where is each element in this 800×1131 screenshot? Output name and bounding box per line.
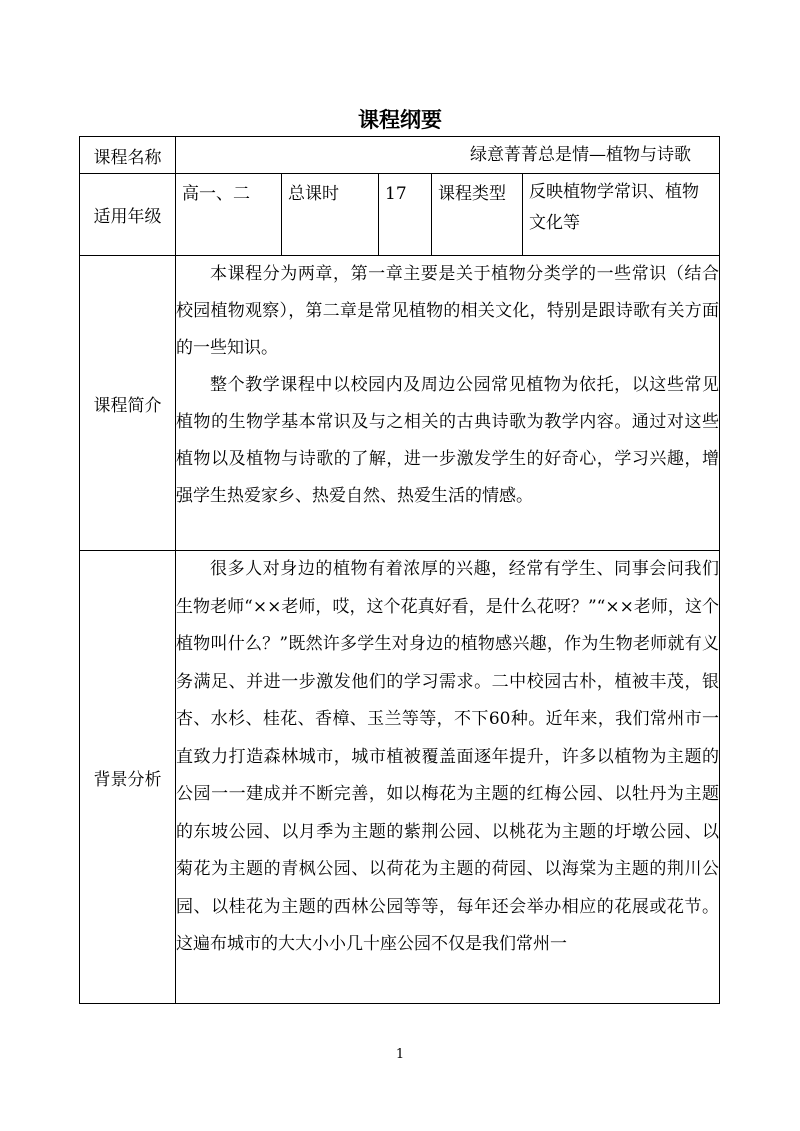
course-outline-table — [79, 136, 720, 1004]
background-row — [80, 551, 720, 1004]
intro-paragraph: 本课程分为两章，第一章主要是关于植物分类学的一些常识（结合校园植物观察），第二章是常见植物的相关文化，特别是跟诗歌有关方面的一些知识。 — [176, 264, 719, 358]
background-paragraph: 很多人对身边的植物有着浓厚的兴趣，经常有学生、同事会问我们生物老师“××老师，哎，这个花真好看，是什么花呀？”“××老师，这个植物叫什么？”既然许多学生对身边的植物感兴趣，作为生物老师就有义务满足、并进一步激发他们的学习需求。二中校园古朴，植被丰茂，银杏、水杉、桂花、香樟、玉兰等等，不下60种。近年来，我们常州市一直致力打造森林城市，城市植被覆盖面逐年提升，许多以植物为主题的公园一一建成并不断完善，如以梅花为主题的红梅公园、以牡丹为主题的东坡公园、以月季为主题的紫荆公园、以桃花为主题的圩墩公园、以菊花为主题的青枫公园、以荷花为主题的荷园、以海棠为主题的荆川公园、以桂花为主题的西林公园等等，每年还会举办相应的花展或花节。这遍布城市的大大小小几十座公园不仅是我们常州一 — [176, 559, 719, 954]
intro-content — [176, 256, 720, 551]
grade-value: 高一、二 — [176, 174, 282, 256]
course-name-label: 课程名称 — [80, 137, 176, 174]
document-title: 课程纲要 — [358, 108, 442, 132]
background-label: 背景分析 — [80, 551, 176, 1004]
course-name-row — [80, 137, 720, 174]
grade-label: 适用年级 — [80, 174, 176, 256]
course-type-label: 课程类型 — [432, 174, 523, 256]
intro-label: 课程简介 — [80, 256, 176, 551]
course-name-value: 绿意菁菁总是情—植物与诗歌 — [176, 137, 720, 174]
intro-paragraph: 整个教学课程中以校园内及周边公园常见植物为依托，以这些常见植物的生物学基本常识及与之相关的古典诗歌为教学内容。通过对这些植物以及植物与诗歌的了解，进一步激发学生的好奇心，学习兴趣，增强学生热爱家乡、热爱自然、热爱生活的情感。 — [176, 375, 719, 506]
hours-value: 17 — [379, 174, 432, 256]
grade-row — [80, 174, 720, 256]
hours-label: 总课时 — [282, 174, 379, 256]
page-number: 1 — [395, 1047, 405, 1062]
background-content — [176, 551, 720, 1004]
intro-row — [80, 256, 720, 551]
course-type-value: 反映植物学常识、植物文化等 — [523, 174, 720, 256]
